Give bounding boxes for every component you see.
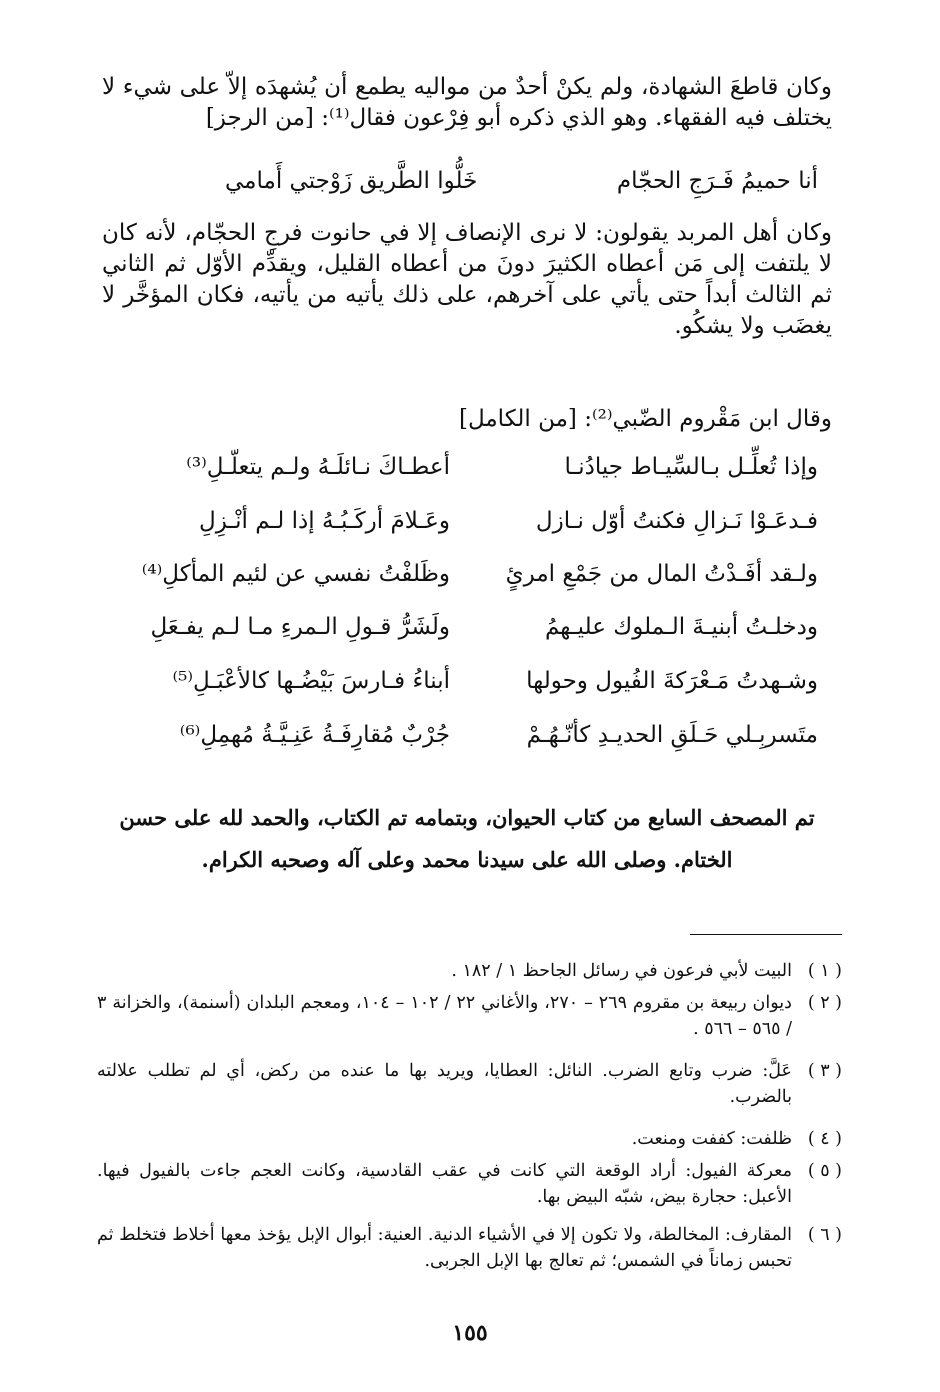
verse-intro-line: وقال ابن مَقْروم الضّبي⁽²⁾: [من الكامل] bbox=[458, 406, 832, 432]
verse-3-right: ولـقد أفَـدْتُ المال من جَمْعِ امرئٍ bbox=[505, 561, 818, 587]
footnote-text: المقارف: المخالطة، ولا تكون إلا في الأشياء الدنية. العنية: أبوال الإبل يؤخذ معها أخلاط فتخلط ثم تحبس زماناً في الشمس؛ ثم تعالج بها الإبل الجربى. bbox=[97, 1225, 792, 1271]
footnote-number: ( ٥ ) bbox=[807, 1161, 842, 1181]
closing-line-1: تم المصحف السابع من كتاب الحيوان، وبتمامه تم الكتاب، والحمد لله على حسن bbox=[119, 805, 815, 830]
footnote-2 bbox=[97, 990, 842, 1042]
footnote-number: ( ٦ ) bbox=[807, 1225, 842, 1245]
verse-6-right: متَسربِـلي حَـلَقِ الحديـدِ كأنّـهُـمْ bbox=[526, 722, 818, 748]
verse-4-right: ودخلـتُ أبنيـةَ الـملوك عليـهمُ bbox=[545, 614, 818, 640]
footnote-6 bbox=[97, 1222, 842, 1274]
verse-4-left: ولَشَرُّ قـولِ الـمرءِ مـا لـم يفـعَلِ bbox=[150, 614, 450, 640]
verse-1-left: أعطـاكَ نـائلَـهُ ولـم يتعلّـلِ⁽³⁾ bbox=[186, 454, 450, 480]
footnote-number: ( ٣ ) bbox=[807, 1061, 842, 1081]
verse-6-left: جُرْبٌ مُقارِفَـةُ عَنِـيَّـةُ مُهمِلِ⁽⁶⁾ bbox=[179, 722, 450, 748]
closing-line-2: الختام. وصلى الله على سيدنا محمد وعلى آله وصحبه الكرام. bbox=[201, 847, 733, 872]
paragraph-ahl-al-mirbad: وكان أهل المربد يقولون: لا نرى الإنصاف إلا في حانوت فرجِ الحجّام، لأنه كان لا يلتفت إلى مَن أعطاه الكثيرَ دونَ من أعطاه القليل، ويقدِّم الأوّل ثم الثاني ثم الثالث أبداً حتى يأتي على آخرهم، على ذلك يأتيه من يأتيه، فكان المؤخَّر لا يغضَب ولا يشكُو. bbox=[102, 220, 832, 339]
footnote-3 bbox=[97, 1058, 842, 1110]
footnote-text: ديوان ربيعة بن مقروم ٢٦٩ – ٢٧٠، والأغاني ٢٢ / ١٠٢ – ١٠٤، ومعجم البلدان (أسنمة)، والخزانة ٣ / ٥٦٥ – ٥٦٦ . bbox=[97, 993, 792, 1039]
footnote-text: البيت لأبي فرعون في رسائل الجاحظ ١ / ١٨٢ . bbox=[451, 961, 792, 981]
footnote-text: عَلَّ: ضرب وتابع الضرب. النائل: العطايا، ويريد بها ما عنده من ركض، أي لم تطلب علالته بالضرب. bbox=[97, 1061, 792, 1107]
paragraph-qati-al-shahada: وكان قاطعَ الشهادة، ولم يكنْ أحدٌ من مواليه يطمع أن يُشهدَه إلاّ على شيء لا يختلف فيه الفقهاء. وهو الذي ذكره أبو فِرْعون فقال⁽¹⁾: [من الرجز] bbox=[102, 74, 832, 131]
verse-5-right: وشـهدتُ مَـعْرَكةَ الفُيول وحولها bbox=[526, 668, 818, 694]
verse-5-left: أبناءُ فـارسَ بَيْضُـها كالأعْبَـلِ⁽⁵⁾ bbox=[172, 668, 450, 694]
footnote-5 bbox=[97, 1158, 842, 1210]
footnote-number: ( ١ ) bbox=[807, 961, 842, 981]
verse-2-left: وعَـلامَ أركَـبُـهُ إذا لـم أنْـزِلِ bbox=[199, 508, 450, 534]
verse-2-right: فـدعَـوْا نَـزالِ فكنتُ أوّل نـازل bbox=[535, 508, 818, 534]
rajaz-verse-left: خَلُّوا الطَّريق زَوْجتي أَمامي bbox=[225, 168, 478, 194]
footnote-text: ظلفت: كففت ومنعت. bbox=[631, 1129, 792, 1149]
rajaz-verse-right: أنا حميمُ فَـرَجِ الحجّام bbox=[616, 168, 818, 194]
footnote-4 bbox=[97, 1126, 842, 1152]
footnote-number: ( ٤ ) bbox=[807, 1129, 842, 1149]
page-number: ١٥٥ bbox=[452, 1320, 488, 1346]
footnote-1 bbox=[97, 958, 842, 984]
verse-3-left: وظَلفْتُ نفسي عن لئيم المأكلِ⁽⁴⁾ bbox=[141, 561, 450, 587]
footnote-number: ( ٢ ) bbox=[807, 993, 842, 1013]
verse-1-right: وإذا تُعلِّـل بـالسِّيـاط جيادُنـا bbox=[564, 454, 818, 480]
footnote-separator bbox=[690, 934, 842, 935]
footnote-text: معركة الفيول: أراد الوقعة التي كانت في عقب القادسية، وكانت العجم جاءت بالفيول فيها. الأعبل: حجارة بيض، شبّه البيض بها. bbox=[97, 1161, 792, 1207]
